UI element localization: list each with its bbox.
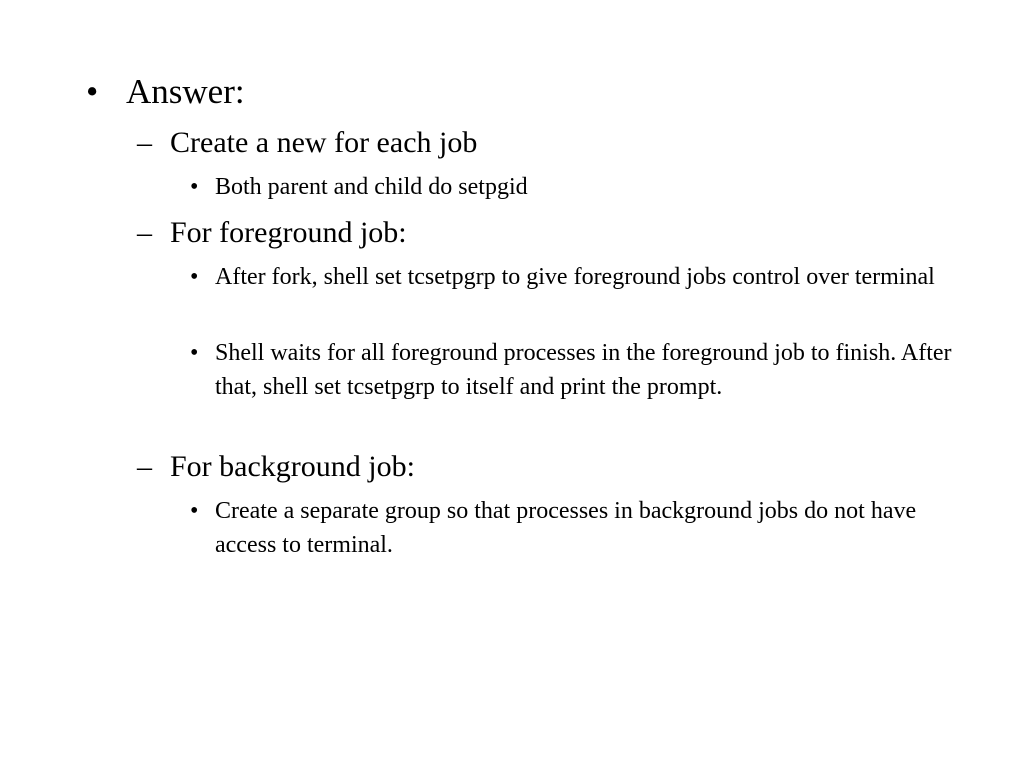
- section-1-point-1: Both parent and child do setpgid: [215, 174, 528, 200]
- section-2-point-2: Shell waits for all foreground processes in the foreground job to finish. After that, shell set tcsetpgrp to itself and print the prompt.: [215, 340, 952, 400]
- section-3-heading: For background job:: [170, 450, 415, 483]
- answer-bullet: •: [86, 72, 99, 111]
- answer-heading: Answer:: [126, 72, 245, 111]
- section-3-point-1: Create a separate group so that processes in background jobs do not have access to terminal.: [215, 498, 917, 558]
- section-2-heading: For foreground job:: [170, 216, 407, 249]
- section-2-dash: –: [137, 216, 152, 249]
- section-3-dash: –: [137, 450, 152, 483]
- section-2-point-1: After fork, shell set tcsetpgrp to give foreground jobs control over terminal: [215, 264, 935, 290]
- section-3-point-1-bullet: •: [190, 498, 199, 524]
- section-1-dash: –: [137, 126, 152, 159]
- section-2-point-2-bullet: •: [190, 340, 199, 366]
- section-1-heading: Create a new for each job: [170, 126, 478, 159]
- section-2-point-1-bullet: •: [190, 264, 199, 290]
- section-1-point-1-bullet: •: [190, 174, 199, 200]
